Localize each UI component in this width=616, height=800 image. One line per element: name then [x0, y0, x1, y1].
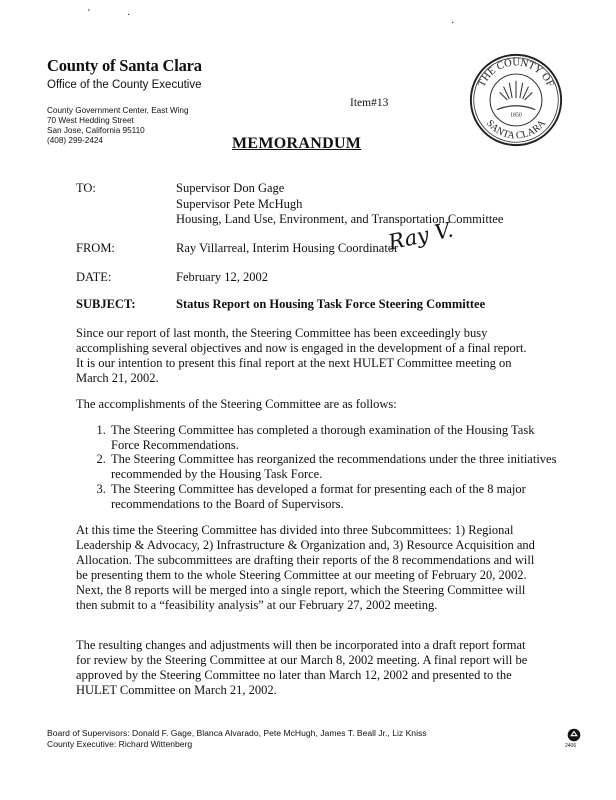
memo-title: MEMORANDUM [232, 135, 362, 152]
date-label: DATE: [76, 270, 112, 284]
footer [47, 728, 427, 749]
list-item: 2. The Steering Committee has reorganized the recommendations under the three initiatives recommended by the Housing Task Force. [109, 452, 559, 481]
accomplishments-list [76, 423, 559, 511]
recycle-label: 2406 [565, 743, 577, 749]
to-recipient: Supervisor Don Gage [176, 181, 285, 195]
address-block [47, 106, 189, 146]
address-line: 70 West Hedding Street [47, 116, 134, 125]
handwritten-signature: Ray V. [386, 217, 456, 255]
subject-label: SUBJECT: [76, 297, 136, 311]
to-recipient: Supervisor Pete McHugh [176, 197, 303, 211]
subject-value: Status Report on Housing Task Force Steering Committee [176, 297, 486, 311]
recycle-icon [567, 728, 581, 742]
list-item: 1. The Steering Committee has completed a thorough examination of the Housing Task Force Recommendations. [109, 423, 559, 452]
address-line: County Government Center, East Wing [47, 106, 189, 115]
item-number: Item#13 [350, 97, 389, 109]
scan-mark: ' [88, 8, 90, 19]
body-paragraph: Since our report of last month, the Steering Committee has been exceedingly busy accomplishing several objectives and now is engaged in the development of a final report. It is our intention to present this final report at the next HULET Committee meeting on March 21, 2002. [76, 326, 527, 385]
to-recipient: Housing, Land Use, Environment, and Transportation Committee [176, 212, 504, 226]
list-item: 3. The Steering Committee has developed a format for presenting each of the 8 major recommendations to the Board of Supervisors. [109, 482, 559, 511]
from-label: FROM: [76, 241, 115, 255]
seal-top-text: THE COUNTY OF [476, 57, 556, 89]
to-label: TO: [76, 181, 96, 195]
org-name: County of Santa Clara [47, 56, 202, 75]
address-line: (408) 299-2424 [47, 136, 103, 145]
scan-mark: · [127, 10, 131, 21]
body-paragraph: The accomplishments of the Steering Committee are as follows: [76, 397, 397, 411]
body-paragraph: The resulting changes and adjustments will then be incorporated into a draft report format for review by the Steering Committee at our March 8, 2002 meeting. A final report will be approved by the Steering Committee no later than March 12, 2002 and presented to the HULET Committee on March 21, 2002. [76, 638, 528, 697]
seal-bottom-text: SANTA CLARA [484, 118, 548, 142]
county-executive: County Executive: Richard Wittenberg [47, 738, 193, 749]
body-paragraph: At this time the Steering Committee has divided into three Subcommittees: 1) Regional Leadership & Advocacy, 2) Infrastructure & Organization and, 3) Resource Acquisition and Allocation. The subcommittees are drafting their reports of the 8 recommendations and will be presenting them to the whole Steering Committee at our meeting of February 20, 2002. Next, the 8 reports will be merged into a single report, which the Steering Committee will then submit to a “feasibility analysis” at our February 27, 2002 meeting. [76, 523, 535, 612]
seal-year: 1850 [510, 112, 522, 119]
scan-mark: · [451, 18, 455, 29]
office-name: Office of the County Executive [47, 79, 202, 91]
county-seal [468, 52, 564, 148]
address-line: San Jose, California 95110 [47, 126, 145, 135]
board-of-supervisors: Board of Supervisors: Donald F. Gage, Blanca Alvarado, Pete McHugh, James T. Beall Jr., Liz Kniss [47, 728, 427, 738]
date-value: February 12, 2002 [176, 270, 268, 284]
from-value: Ray Villarreal, Interim Housing Coordinator [176, 241, 399, 255]
